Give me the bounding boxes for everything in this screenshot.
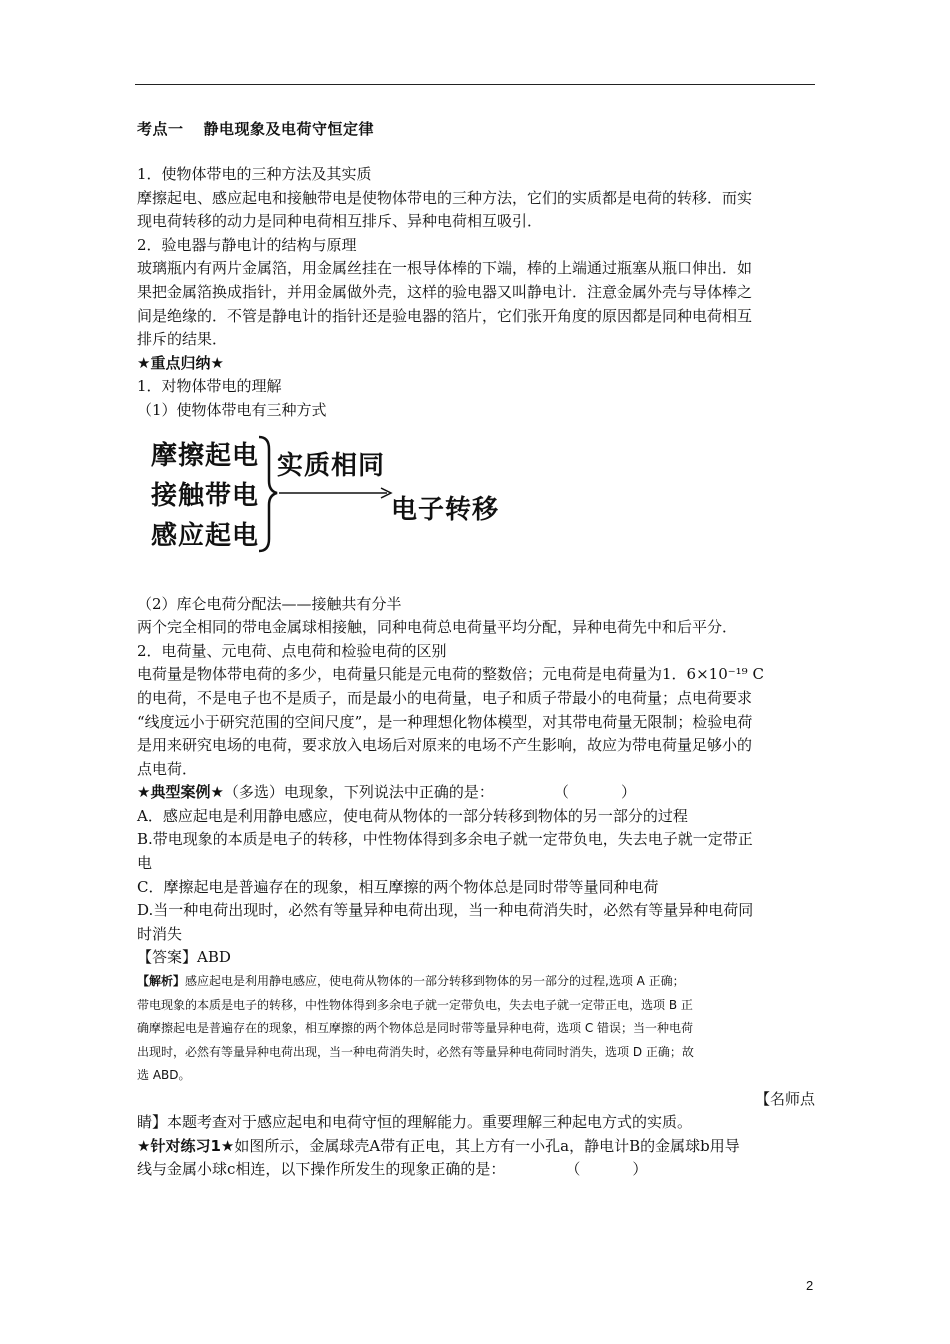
s2-body-line: 间是绝缘的．不管是静电计的指针还是验电器的箔片，它们张开角度的原因都是同种电荷相互 [137, 306, 753, 325]
practice-text: 如图所示，金属球壳A带有正电，其上方有一小孔a，静电计B的金属球b用导 [234, 1136, 740, 1155]
f2-body-line: “线度远小于研究范围的空间尺度”，是一种理想化物体模型，对其带电荷量无限制；检验电荷 [137, 712, 753, 731]
practice-line [137, 1158, 817, 1182]
case-question [137, 781, 817, 805]
diagram-result: 电子转移 [391, 494, 500, 525]
case-tag: ★典型案例★ [137, 783, 224, 802]
diagram-term: 摩擦起电 [151, 440, 260, 471]
header-rule [135, 84, 815, 85]
practice-text: 线与金属小球c相连，以下操作所发生的现象正确的是： [137, 1160, 506, 1179]
option-line: A．感应起电是利用静电感应，使电荷从物体的一部分转移到物体的另一部分的过程 [137, 806, 688, 825]
diagram-term: 接触带电 [151, 480, 260, 511]
analysis-text: 感应起电是利用静电感应，使电荷从物体的一部分转移到物体的另一部分的过程,选项 A 正确； [185, 974, 685, 989]
practice-tag: ★针对练习1★ [137, 1136, 235, 1155]
s1-title: 1．使物体带电的三种方法及其实质 [137, 165, 372, 183]
analysis-line [137, 970, 817, 994]
f2-title: 2．电荷量、元电荷、点电荷和检验电荷的区别 [137, 641, 447, 660]
s1-body-line: 现电荷转移的动力是同种电荷相互排斥、异种电荷相互吸引． [137, 212, 543, 231]
focus-title: ★重点归纳★ [137, 353, 224, 372]
analysis-line: 确摩擦起电是普遍存在的现象，相互摩擦的两个物体总是同时带等量异种电荷，选项 C 错误；当一种电荷 [137, 1021, 694, 1036]
f2-body-line: 的电荷，不是电子也不是质子，而是最小的电荷量，电子和质子带最小的电荷量；点电荷要求 [137, 688, 753, 707]
option-line: D.当一种电荷出现时，必然有等量异种电荷出现，当一种电荷消失时，必然有等量异种电荷同 [137, 901, 754, 920]
heading-title: 静电现象及电荷守恒定律 [203, 120, 375, 138]
charging-methods-diagram [137, 429, 817, 587]
heading-label: 考点一 [137, 120, 184, 138]
s2-body-line: 排斥的结果． [137, 330, 228, 349]
diagram-middle: 实质相同 [277, 450, 386, 481]
analysis-tag: 【解析】 [137, 974, 186, 989]
page-content [137, 118, 817, 1182]
page-number: 2 [806, 1278, 814, 1293]
answer-line: 【答案】ABD [137, 948, 231, 967]
brace-icon [259, 437, 277, 551]
f1-sub: （1）使物体带电有三种方式 [137, 400, 327, 419]
f1-sub2: （2）库仑电荷分配法——接触共有分半 [137, 594, 402, 613]
practice-line [137, 1135, 817, 1159]
case-paren-close: ） [620, 783, 636, 802]
case-paren-open: （ [553, 783, 569, 802]
analysis-line: 选 ABD。 [137, 1068, 191, 1083]
f2-body-line: 点电荷． [137, 759, 198, 778]
f1-title: 1．对物体带电的理解 [137, 377, 282, 396]
s2-title: 2．验电器与静电计的结构与原理 [137, 235, 357, 254]
diagram-term: 感应起电 [151, 520, 260, 551]
case-question-text: （多选）电现象，下列说法中正确的是： [223, 783, 494, 802]
option-line: 电 [137, 854, 153, 873]
teacher-body: 睛】本题考查对于感应起电和电荷守恒的理解能力。重要理解三种起电方式的实质。 [137, 1113, 693, 1132]
f1-sub2-body: 两个完全相同的带电金属球相接触，同种电荷总电荷量平均分配，异种电荷先中和后平分． [137, 618, 738, 637]
s2-body-line: 果把金属箔换成指针，并用金属做外壳，这样的验电器又叫静电计．注意金属外壳与导体棒之 [137, 282, 753, 301]
analysis-line: 出现时，必然有等量异种电荷出现，当一种电荷消失时，必然有等量异种电荷同时消失，选项 D 正确；故 [137, 1044, 694, 1059]
s1-body-line: 摩擦起电、感应起电和接触带电是使物体带电的三种方法，它们的实质都是电荷的转移．而实 [137, 188, 753, 207]
option-line: C．摩擦起电是普遍存在的现象，相互摩擦的两个物体总是同时带等量同种电荷 [137, 877, 659, 896]
option-line: B.带电现象的本质是电子的转移，中性物体得到多余电子就一定带负电，失去电子就一定带正 [137, 830, 753, 849]
practice-paren-close: ） [632, 1160, 648, 1179]
f2-body-line: 电荷量是物体带电荷的多少，电荷量只能是元电荷的整数倍；元电荷是电荷量为1．6×10⁻¹⁹ C [137, 665, 764, 684]
option-line: 时消失 [137, 924, 183, 943]
f2-body-line: 是用来研究电场的电荷，要求放入电场后对原来的电场不产生影响，故应为带电荷量足够小的 [137, 736, 753, 755]
section-heading [137, 118, 817, 139]
analysis-line: 带电现象的本质是电子的转移，中性物体得到多余电子就一定带负电，失去电子就一定带正电，选项 B 正 [137, 997, 693, 1012]
teacher-tail: 【名师点 [754, 1089, 815, 1108]
s2-body-line: 玻璃瓶内有两片金属箔，用金属丝挂在一根导体棒的下端，棒的上端通过瓶塞从瓶口伸出．如 [137, 259, 753, 278]
practice-paren-open: （ [565, 1160, 581, 1179]
